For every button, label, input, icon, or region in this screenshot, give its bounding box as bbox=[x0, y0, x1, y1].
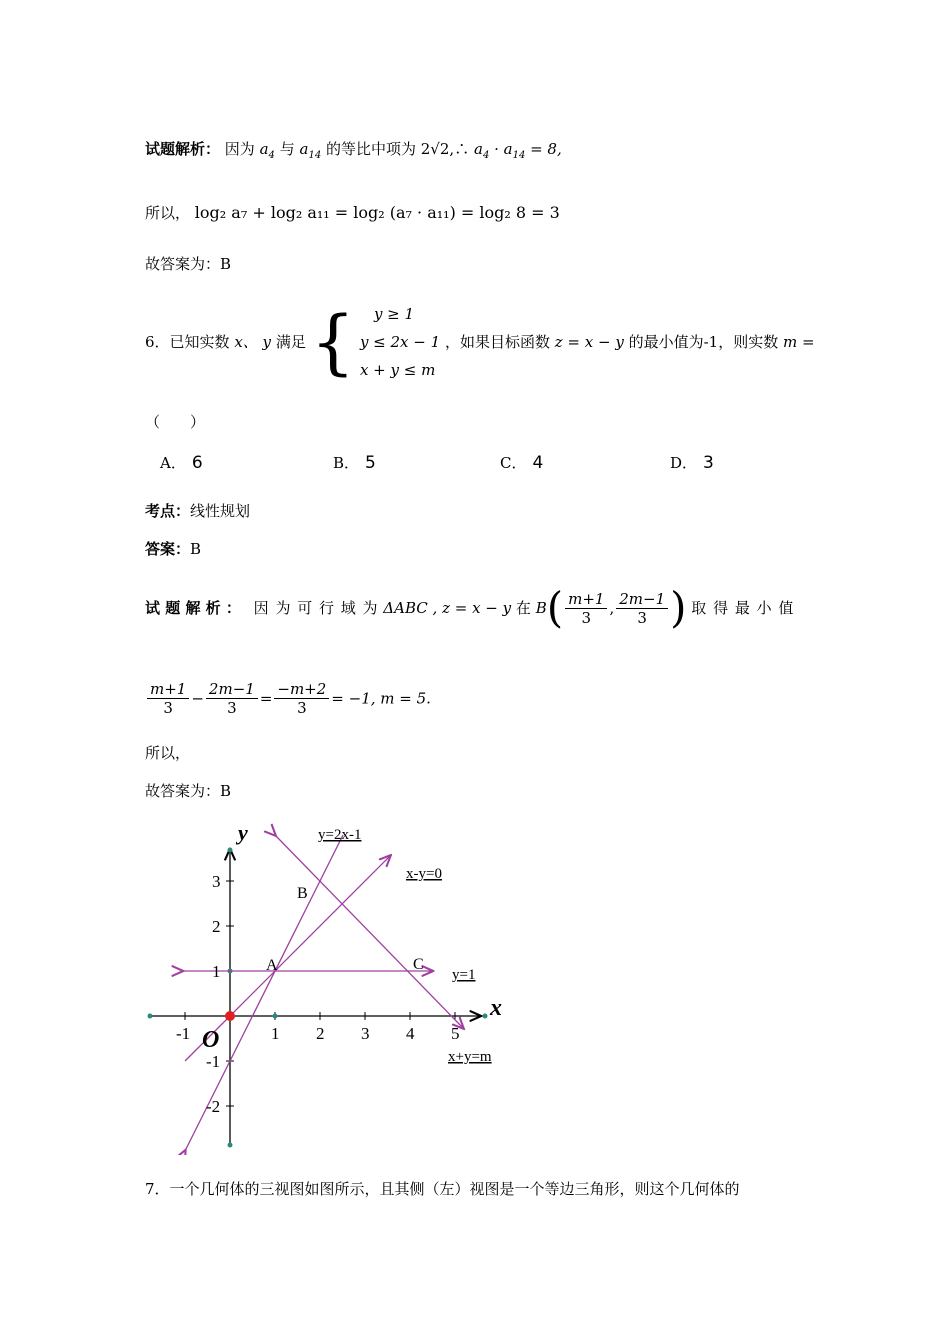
line-label-y-2x-1: y=2x-1 bbox=[318, 827, 362, 843]
point-a-label: A bbox=[266, 957, 278, 974]
y-tick-label: -1 bbox=[206, 1052, 221, 1071]
y-tick-label: 1 bbox=[212, 962, 221, 981]
constraint-3: x + y ≤ m bbox=[359, 361, 436, 379]
therefore-symbol: ,∴ bbox=[449, 140, 470, 158]
x-tick-label: 2 bbox=[316, 1024, 325, 1043]
answer-label: 答案： bbox=[145, 540, 191, 558]
q5-log-line bbox=[145, 203, 560, 222]
m-equals: m = bbox=[782, 333, 815, 351]
answer-paren: （ ） bbox=[145, 413, 206, 431]
system-brace: { bbox=[310, 301, 356, 383]
x-tick-label: 5 bbox=[451, 1024, 460, 1043]
z-expression: z = x − y bbox=[442, 599, 512, 618]
x-axis-label: x bbox=[490, 995, 502, 1021]
origin-point bbox=[225, 1011, 235, 1021]
equation-line: $\frac{m+1}{3}$ − $\frac{2m-1}{3}$ = $\frac{-m+2}{3}$ = −1, m = 5. bbox=[145, 680, 431, 717]
axis-end-dot bbox=[228, 1143, 233, 1148]
point-c-label: C bbox=[413, 956, 424, 973]
point-b: B bbox=[535, 599, 547, 618]
q6-stem: 6．已知实数 x、 y 满足 { y ≥ 1 y ≤ 2x − 1 x + y ≤ m ，如果目标函数 z = x − y 的最小值为-1，则实数 m = bbox=[145, 301, 815, 383]
fraction: $\frac{-m+2}{3}$ bbox=[274, 680, 329, 717]
x-tick-label: 3 bbox=[361, 1024, 370, 1043]
y-tick-label: 2 bbox=[212, 917, 221, 936]
fraction: $\frac{2m-1}{3}$ bbox=[206, 680, 258, 717]
q6-analysis-line: 试 题 解 析 ： 因 为 可 行 域 为 ΔABC , z = x − y 在 B( $\frac{m+1}{3}$ , $\frac{2m-1}{3}$ ) 取 得 最 小 值 bbox=[145, 583, 795, 632]
q7-stem: 7．一个几何体的三视图如图所示，且其侧（左）视图是一个等边三角形，则这个几何体的 bbox=[145, 1180, 740, 1198]
y-tick-label: -2 bbox=[206, 1097, 221, 1116]
line-label-y-1: y=1 bbox=[452, 967, 476, 983]
text: 的等比中项为 bbox=[325, 140, 416, 158]
answer-value: B bbox=[190, 540, 202, 558]
line-x-y-m bbox=[275, 835, 463, 1028]
analysis-label: 试 题 解 析 ： bbox=[145, 599, 241, 618]
fraction: $\frac{2m-1}{3}$ bbox=[616, 590, 668, 627]
option-a: A． 6 bbox=[160, 453, 203, 473]
constraint-1: y ≥ 1 bbox=[373, 305, 415, 323]
axis-end-dot bbox=[148, 1014, 153, 1019]
text: 与 bbox=[279, 140, 295, 158]
y-tick-label: 3 bbox=[212, 872, 221, 891]
line-label-x-y-0: x-y=0 bbox=[406, 866, 442, 882]
triangle-abc: ΔABC , bbox=[383, 599, 438, 618]
text: 所以， bbox=[145, 204, 191, 222]
option-c: C． 4 bbox=[500, 453, 544, 473]
x-tick-label: 4 bbox=[406, 1024, 415, 1043]
q6-answer-line: 故答案为：B bbox=[145, 782, 232, 800]
kaodian-value: 线性规划 bbox=[190, 502, 251, 520]
x-tick-label: -1 bbox=[176, 1024, 191, 1043]
point-b-label: B bbox=[297, 885, 308, 902]
sqrt-expression: 2√2 bbox=[420, 140, 450, 158]
constraint-2: y ≤ 2x − 1 bbox=[359, 333, 441, 351]
y-axis-label: y bbox=[238, 820, 248, 845]
suoyi-line: 所以， bbox=[145, 744, 191, 762]
constraint-system bbox=[360, 300, 440, 384]
q5-answer-line: 故答案为：B bbox=[145, 255, 232, 273]
kaodian-line bbox=[145, 502, 250, 520]
option-d: D． 3 bbox=[670, 453, 714, 473]
variables: x、 y bbox=[234, 333, 272, 351]
text: 因为 bbox=[224, 140, 255, 158]
q5-analysis-line bbox=[145, 140, 562, 162]
term-a14: $a_{14}$ bbox=[299, 140, 322, 161]
fraction: $\frac{m+1}{3}$ bbox=[565, 590, 607, 627]
product-expression: $a_4 \cdot a_{14} = 8$, bbox=[473, 140, 562, 161]
answer-line bbox=[145, 540, 201, 558]
line-label-x-y-m: x+y=m bbox=[448, 1049, 492, 1065]
term-a4: $a_4$ bbox=[259, 140, 275, 161]
axis-end-dot bbox=[483, 1014, 488, 1019]
fraction: $\frac{m+1}{3}$ bbox=[147, 680, 189, 717]
origin-label: O bbox=[202, 1027, 220, 1053]
axis-end-dot bbox=[228, 848, 233, 853]
log-expression: log₂ a₇ + log₂ a₁₁ = log₂ (a₇ · a₁₁) = log₂ 8 = 3 bbox=[194, 203, 560, 222]
option-b: B． 5 bbox=[333, 453, 376, 473]
coordinate-graph bbox=[140, 815, 540, 1155]
x-tick-label: 1 bbox=[271, 1024, 280, 1043]
kaodian-label: 考点： bbox=[145, 502, 191, 520]
analysis-label: 试题解析： bbox=[145, 140, 221, 158]
objective-function: z = x − y bbox=[554, 333, 624, 351]
